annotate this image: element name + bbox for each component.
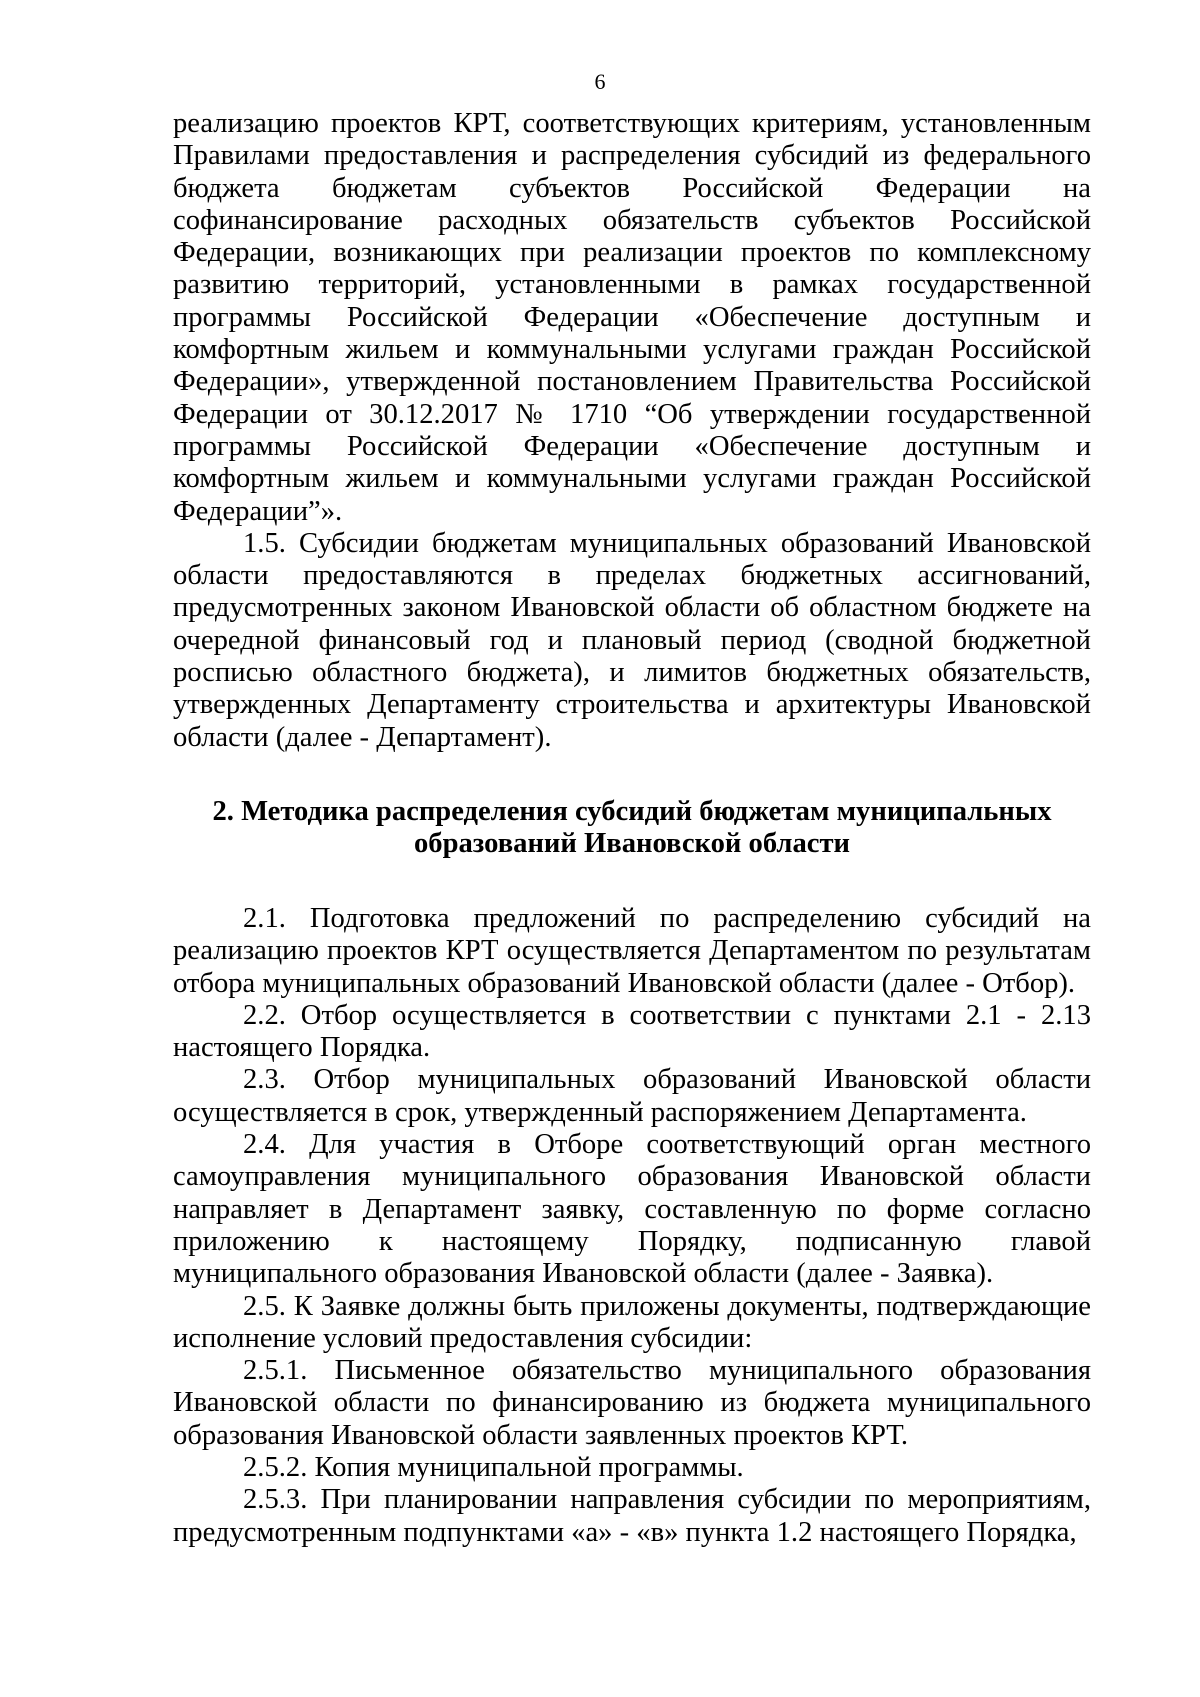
- paragraph-2-5-2: 2.5.2. Копия муниципальной программы.: [243, 1451, 744, 1483]
- paragraph-2-5-1: 2.5.1. Письменное обязательство муниципального образования Ивановской области по финансированию из бюджета муниципального образования Ивановской области заявленных проектов КРТ.: [173, 1355, 1091, 1451]
- spacer: [173, 754, 1091, 796]
- paragraph-2-5-3: 2.5.3. При планировании направления субсидии по мероприятиям, предусмотренным подпунктами «а» - «в» пункта 1.2 настоящего Порядка,: [173, 1484, 1091, 1548]
- paragraph-2-4: 2.4. Для участия в Отборе соответствующий орган местного самоуправления муниципального образования Ивановской области направляет в Департамент заявку, составленную по форме согласно приложению к настоящему Порядку, подписанную главой муниципального образования Ивановской области (далее - Заявка).: [173, 1129, 1091, 1290]
- paragraph-2-2: 2.2. Отбор осуществляется в соответствии с пунктами 2.1 - 2.13 настоящего Порядка.: [173, 999, 1091, 1064]
- document-body: [173, 108, 1091, 1549]
- section-heading: [173, 796, 1091, 861]
- section-heading-line-1: 2. Методика распределения субсидий бюджетам муниципальных: [212, 795, 1052, 827]
- paragraph-continuation: реализацию проектов КРТ, соответствующих критериям, установленным Правилами предоставления и распределения субсидий из федерального бюджета бюджетам субъектов Российской Федерации на софинансирование расходных обязательств субъектов Российской Федерации, возникающих при реализации проектов по комплексному развитию территорий, установленными в рамках государственной программы Российской Федерации «Обеспечение доступным и комфортным жильем и коммунальными услугами граждан Российской Федерации», утвержденной постановлением Правительства Российской Федерации от 30.12.2017 № 1710 “Об утверждении государственной программы Российской Федерации «Обеспечение доступным и комфортным жильем и коммунальными услугами граждан Российской Федерации”».: [173, 108, 1091, 527]
- page-number: 6: [594, 69, 606, 94]
- paragraph-1-5: 1.5. Субсидии бюджетам муниципальных образований Ивановской области предоставляются в пределах бюджетных ассигнований, предусмотренных законом Ивановской области об областном бюджете на очередной финансовый год и плановый период (сводной бюджетной росписью областного бюджета), и лимитов бюджетных обязательств, утвержденных Департаменту строительства и архитектуры Ивановской области (далее - Департамент).: [173, 527, 1091, 753]
- paragraph-2-3: 2.3. Отбор муниципальных образований Ивановской области осуществляется в срок, утвержденный распоряжением Департамента.: [173, 1064, 1091, 1128]
- paragraph-2-5: 2.5. К Заявке должны быть приложены документы, подтверждающие исполнение условий предоставления субсидии:: [173, 1290, 1091, 1354]
- section-heading-line-2: образований Ивановской области: [414, 828, 850, 860]
- paragraph-2-1: 2.1. Подготовка предложений по распределению субсидий на реализацию проектов КРТ осуществляется Департаментом по результатам отбора муниципальных образований Ивановской области (далее - Отбор).: [173, 902, 1091, 999]
- spacer: [173, 861, 1091, 903]
